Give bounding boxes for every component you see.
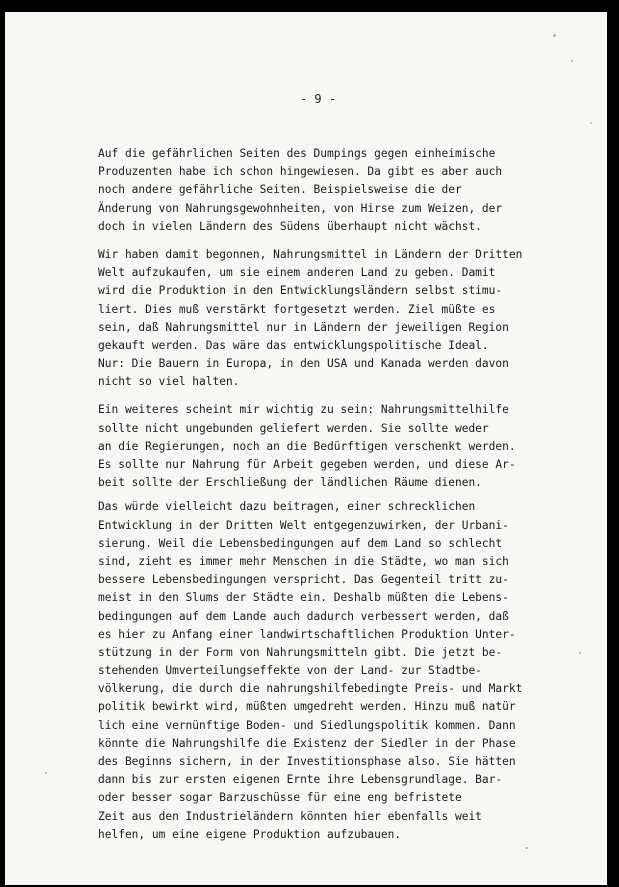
text-line: es hier zu Anfang einer landwirtschaftlichen Produktion Unter- xyxy=(98,627,516,641)
text-line: noch andere gefährliche Seiten. Beispielsweise die der xyxy=(98,183,462,197)
text-line: oder besser sogar Barzuschüsse für eine eng befristete xyxy=(98,791,462,805)
text-line: wird die Produktion in den Entwicklungsländern selbst stimu- xyxy=(98,284,503,298)
text-line: beit sollte der Erschließung der ländlichen Räume dienen. xyxy=(98,476,482,490)
text-line: Wir haben damit begonnen, Nahrungsmittel in Ländern der Dritten xyxy=(98,247,523,261)
text-line: völkerung, die durch die nahrungshilfebedingte Preis- und Markt xyxy=(98,682,523,696)
paragraph xyxy=(98,145,550,236)
text-line: Änderung von Nahrungsgewohnheiten, von Hirse zum Weizen, der xyxy=(98,201,503,215)
scan-speck xyxy=(579,652,581,654)
text-line: gekauft werden. Das wäre das entwicklungspolitische Ideal. xyxy=(98,338,489,352)
text-line: sein, daß Nahrungsmittel nur in Ländern der jeweiligen Region xyxy=(98,320,509,334)
text-line: helfen, um eine eigene Produktion aufzubauen. xyxy=(98,827,402,841)
text-line: des Beginns sichern, in der Investitionsphase also. Sie hätten xyxy=(98,755,516,768)
body-text xyxy=(98,145,550,850)
text-line: sierung. Weil die Lebensbedingungen auf dem Land so schlecht xyxy=(98,536,503,550)
text-line: Produzenten habe ich schon hingewiesen. Da gibt es aber auch xyxy=(98,165,503,179)
text-line: sind, zieht es immer mehr Menschen in die Städte, wo man sich xyxy=(98,554,509,568)
page-number: - 9 - xyxy=(299,92,337,106)
text-line: Nur: Die Bauern in Europa, in den USA und Kanada werden davon xyxy=(98,357,509,371)
text-line: Zeit aus den Industrieländern könnten hier ebenfalls weit xyxy=(98,809,482,823)
text-line: sollte nicht ungebunden geliefert werden. Sie sollte weder xyxy=(98,421,489,435)
scan-speck xyxy=(553,34,556,37)
text-line: nicht so viel halten. xyxy=(98,375,240,389)
text-line: stehenden Umverteilungseffekte von der Land- zur Stadtbe- xyxy=(98,664,482,678)
text-line: Das würde vielleicht dazu beitragen, einer schrecklichen xyxy=(98,500,476,514)
text-line: Es sollte nur Nahrung für Arbeit gegeben werden, und diese Ar- xyxy=(98,458,516,471)
text-line: politik bewirkt wird, müßten umgedreht werden. Hinzu muß natür xyxy=(98,700,516,714)
paragraph xyxy=(98,246,550,392)
text-line: doch in vielen Ländern des Südens überhaupt nicht wächst. xyxy=(98,219,482,233)
text-line: lich eine vernünftige Boden- und Siedlungspolitik kommen. Dann xyxy=(98,718,516,732)
text-line: bessere Lebensbedingungen verspricht. Das Gegenteil tritt zu- xyxy=(98,573,509,587)
paragraph xyxy=(98,498,550,844)
text-line: stützung in der Form von Nahrungsmitteln gibt. Die jetzt be- xyxy=(98,645,503,659)
text-line: meist in den Slums der Städte ein. Deshalb müßten die Lebens- xyxy=(98,591,509,605)
text-line: Welt aufzukaufen, um sie einem anderen Land zu geben. Damit xyxy=(98,266,496,280)
scan-speck xyxy=(45,772,47,774)
text-line: Ein weiteres scheint mir wichtig zu sein: Nahrungsmittelhilfe xyxy=(98,403,509,417)
text-line: liert. Dies muß verstärkt fortgesetzt werden. Ziel müßte es xyxy=(98,302,496,316)
text-line: dann bis zur ersten eigenen Ernte ihre Lebensgrundlage. Bar- xyxy=(98,773,503,787)
paragraph xyxy=(98,401,550,492)
text-line: Auf die gefährlichen Seiten des Dumpings gegen einheimische xyxy=(98,147,496,160)
scan-speck xyxy=(525,847,528,849)
document-page xyxy=(5,12,607,885)
text-line: bedingungen auf dem Lande auch dadurch verbessert werden, daß xyxy=(98,609,509,623)
text-line: Entwicklung in der Dritten Welt entgegenzuwirken, der Urbani- xyxy=(98,518,509,532)
text-line: an die Regierungen, noch an die Bedürftigen verschenkt werden. xyxy=(98,439,516,453)
text-line: könnte die Nahrungshilfe die Existenz der Siedler in der Phase xyxy=(98,736,516,750)
scan-speck xyxy=(590,122,592,124)
scan-speck xyxy=(571,60,573,62)
